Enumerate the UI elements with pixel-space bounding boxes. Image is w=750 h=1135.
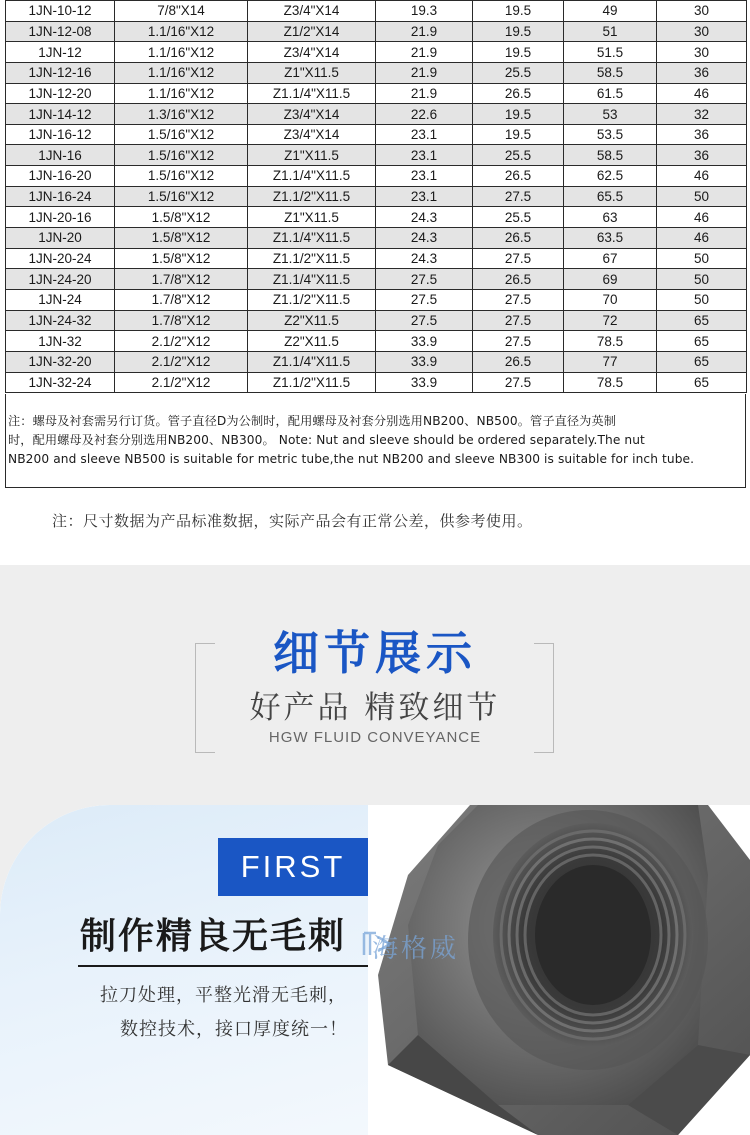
table-cell: 19.5 xyxy=(473,1,564,22)
table-cell: 27.5 xyxy=(473,289,564,310)
table-cell: 27.5 xyxy=(473,372,564,393)
table-cell: 1.5/16"X12 xyxy=(115,166,248,187)
table-cell: 36 xyxy=(657,145,747,166)
table-cell: Z1.1/2"X11.5 xyxy=(248,248,376,269)
table-cell: 19.5 xyxy=(473,104,564,125)
table-cell: 19.5 xyxy=(473,124,564,145)
table-cell: 1JN-12-08 xyxy=(6,21,115,42)
table-cell: 72 xyxy=(564,310,657,331)
table-cell: 50 xyxy=(657,248,747,269)
table-cell: 1JN-16-20 xyxy=(6,166,115,187)
table-cell: 1JN-32-24 xyxy=(6,372,115,393)
table-cell: 1JN-32 xyxy=(6,331,115,352)
table-cell: 1.1/16"X12 xyxy=(115,83,248,104)
table-cell: 49 xyxy=(564,1,657,22)
table-cell: 53.5 xyxy=(564,124,657,145)
table-cell: 1JN-20 xyxy=(6,228,115,249)
table-cell: 26.5 xyxy=(473,83,564,104)
table-cell: 24.3 xyxy=(376,248,473,269)
table-cell: 1.7/8"X12 xyxy=(115,310,248,331)
table-cell: 24.3 xyxy=(376,207,473,228)
table-cell: 27.5 xyxy=(376,310,473,331)
detail-section-english: HGW FLUID CONVEYANCE xyxy=(268,729,482,746)
table-cell: 36 xyxy=(657,62,747,83)
table-cell: 1.7/8"X12 xyxy=(115,269,248,290)
table-cell: Z1"X11.5 xyxy=(248,207,376,228)
first-badge: FIRST xyxy=(218,838,368,896)
table-cell: 7/8"X14 xyxy=(115,1,248,22)
table-cell: Z1.1/4"X11.5 xyxy=(248,228,376,249)
table-cell: 58.5 xyxy=(564,62,657,83)
table-cell: 50 xyxy=(657,269,747,290)
order-note-line-1: 注：螺母及衬套需另行订货。管子直径D为公制时，配用螺母及衬套分别选用NB200、NB500。管子直径为英制 xyxy=(8,414,617,428)
table-cell: 1.5/16"X12 xyxy=(115,186,248,207)
table-cell: Z1/2"X14 xyxy=(248,21,376,42)
table-cell: 61.5 xyxy=(564,83,657,104)
spec-table xyxy=(5,0,747,393)
table-cell: 65.5 xyxy=(564,186,657,207)
table-cell: 51.5 xyxy=(564,42,657,63)
table-row xyxy=(6,248,747,269)
table-cell: 1JN-12 xyxy=(6,42,115,63)
table-cell: 1.5/8"X12 xyxy=(115,228,248,249)
table-cell: 46 xyxy=(657,207,747,228)
table-cell: 33.9 xyxy=(376,351,473,372)
table-cell: 67 xyxy=(564,248,657,269)
table-cell: 62.5 xyxy=(564,166,657,187)
table-cell: 21.9 xyxy=(376,21,473,42)
table-cell: 50 xyxy=(657,289,747,310)
table-row xyxy=(6,207,747,228)
table-cell: 65 xyxy=(657,331,747,352)
table-cell: 26.5 xyxy=(473,166,564,187)
order-note-box xyxy=(5,394,746,488)
table-cell: 19.5 xyxy=(473,42,564,63)
table-cell: 1JN-20-24 xyxy=(6,248,115,269)
table-cell: 25.5 xyxy=(473,145,564,166)
table-cell: 1JN-14-12 xyxy=(6,104,115,125)
table-cell: 51 xyxy=(564,21,657,42)
table-cell: 1JN-24-20 xyxy=(6,269,115,290)
table-cell: Z1.1/2"X11.5 xyxy=(248,186,376,207)
table-cell: 70 xyxy=(564,289,657,310)
table-cell: 46 xyxy=(657,83,747,104)
table-cell: Z3/4"X14 xyxy=(248,1,376,22)
table-cell: 27.5 xyxy=(473,186,564,207)
table-row xyxy=(6,289,747,310)
table-cell: 2.1/2"X12 xyxy=(115,372,248,393)
table-row xyxy=(6,104,747,125)
table-cell: 25.5 xyxy=(473,207,564,228)
table-cell: 1.1/16"X12 xyxy=(115,42,248,63)
table-row xyxy=(6,186,747,207)
feature-headline: 制作精良无毛刺 xyxy=(80,916,347,957)
table-cell: Z3/4"X14 xyxy=(248,104,376,125)
table-cell: Z1.1/2"X11.5 xyxy=(248,372,376,393)
table-row xyxy=(6,145,747,166)
table-cell: 1.3/16"X12 xyxy=(115,104,248,125)
detail-section-subtitle: 好产品 精致细节 xyxy=(249,690,501,726)
table-cell: 1.5/16"X12 xyxy=(115,124,248,145)
table-cell: 53 xyxy=(564,104,657,125)
table-cell: 1JN-24-32 xyxy=(6,310,115,331)
table-cell: 36 xyxy=(657,124,747,145)
table-cell: 19.3 xyxy=(376,1,473,22)
feature-desc-line-2: 数控技术，接口厚度统一！ xyxy=(120,1019,348,1040)
table-cell: 78.5 xyxy=(564,372,657,393)
order-note-line-2: 时，配用螺母及衬套分别选用NB200、NB300。 Note: Nut and sleeve should be ordered separately.The nut xyxy=(8,433,645,447)
table-cell: Z1.1/2"X11.5 xyxy=(248,289,376,310)
table-cell: Z1.1/4"X11.5 xyxy=(248,269,376,290)
table-cell: 25.5 xyxy=(473,62,564,83)
table-cell: 30 xyxy=(657,1,747,22)
table-cell: 21.9 xyxy=(376,62,473,83)
table-cell: 23.1 xyxy=(376,124,473,145)
table-cell: 1.5/8"X12 xyxy=(115,248,248,269)
hex-nut-image xyxy=(378,805,750,1135)
table-cell: 69 xyxy=(564,269,657,290)
table-cell: 77 xyxy=(564,351,657,372)
table-cell: 27.5 xyxy=(473,331,564,352)
table-cell: 1JN-20-16 xyxy=(6,207,115,228)
table-row xyxy=(6,331,747,352)
table-cell: 65 xyxy=(657,310,747,331)
table-row xyxy=(6,42,747,63)
table-cell: 2.1/2"X12 xyxy=(115,331,248,352)
table-row xyxy=(6,351,747,372)
detail-section-title: 细节展示 xyxy=(273,626,477,680)
table-row xyxy=(6,269,747,290)
table-row xyxy=(6,166,747,187)
table-cell: 30 xyxy=(657,21,747,42)
order-note-line-3: NB200 and sleeve NB500 is suitable for metric tube,the nut NB200 and sleeve NB300 is suitable for inch tube. xyxy=(8,452,695,466)
table-cell: 1JN-12-16 xyxy=(6,62,115,83)
table-cell: Z1"X11.5 xyxy=(248,145,376,166)
table-cell: 33.9 xyxy=(376,331,473,352)
table-cell: 63 xyxy=(564,207,657,228)
table-cell: 58.5 xyxy=(564,145,657,166)
table-cell: 19.5 xyxy=(473,21,564,42)
table-cell: 24.3 xyxy=(376,228,473,249)
table-cell: Z3/4"X14 xyxy=(248,42,376,63)
table-cell: 27.5 xyxy=(376,269,473,290)
table-cell: 1JN-16 xyxy=(6,145,115,166)
table-cell: 1JN-32-20 xyxy=(6,351,115,372)
brand-watermark: 海格威 xyxy=(372,934,460,964)
table-cell: 1JN-16-12 xyxy=(6,124,115,145)
table-cell: 1JN-12-20 xyxy=(6,83,115,104)
table-cell: 30 xyxy=(657,42,747,63)
table-row xyxy=(6,372,747,393)
spec-table-container xyxy=(5,0,746,393)
table-row xyxy=(6,21,747,42)
table-cell: 1JN-24 xyxy=(6,289,115,310)
table-cell: 1.1/16"X12 xyxy=(115,62,248,83)
table-row xyxy=(6,124,747,145)
table-cell: 65 xyxy=(657,372,747,393)
tolerance-footnote: 注：尺寸数据为产品标准数据，实际产品会有正常公差，供参考使用。 xyxy=(52,512,533,530)
table-cell: 33.9 xyxy=(376,372,473,393)
table-cell: 27.5 xyxy=(473,248,564,269)
table-cell: 27.5 xyxy=(376,289,473,310)
table-cell: 63.5 xyxy=(564,228,657,249)
table-cell: 21.9 xyxy=(376,83,473,104)
table-row xyxy=(6,310,747,331)
table-cell: 26.5 xyxy=(473,351,564,372)
table-cell: 23.1 xyxy=(376,145,473,166)
spec-table-body xyxy=(6,1,747,393)
table-cell: 1.5/8"X12 xyxy=(115,207,248,228)
table-cell: 78.5 xyxy=(564,331,657,352)
table-cell: 65 xyxy=(657,351,747,372)
table-cell: Z2"X11.5 xyxy=(248,331,376,352)
feature-card xyxy=(0,805,750,1135)
table-cell: 46 xyxy=(657,228,747,249)
table-cell: Z1.1/4"X11.5 xyxy=(248,351,376,372)
table-row xyxy=(6,228,747,249)
table-row xyxy=(6,62,747,83)
table-cell: 1.1/16"X12 xyxy=(115,21,248,42)
table-cell: Z1"X11.5 xyxy=(248,62,376,83)
table-cell: 46 xyxy=(657,166,747,187)
table-cell: 32 xyxy=(657,104,747,125)
table-cell: 26.5 xyxy=(473,269,564,290)
feature-desc-line-1: 拉刀处理，平整光滑无毛刺， xyxy=(100,985,347,1006)
table-cell: Z1.1/4"X11.5 xyxy=(248,166,376,187)
detail-section xyxy=(0,565,750,1135)
table-cell: 2.1/2"X12 xyxy=(115,351,248,372)
table-cell: 27.5 xyxy=(473,310,564,331)
table-cell: 1.5/16"X12 xyxy=(115,145,248,166)
table-cell: 22.6 xyxy=(376,104,473,125)
table-cell: 23.1 xyxy=(376,166,473,187)
table-cell: Z3/4"X14 xyxy=(248,124,376,145)
table-cell: 21.9 xyxy=(376,42,473,63)
headline-underline xyxy=(78,965,368,967)
table-cell: 50 xyxy=(657,186,747,207)
table-cell: 1JN-10-12 xyxy=(6,1,115,22)
table-cell: 26.5 xyxy=(473,228,564,249)
table-cell: Z1.1/4"X11.5 xyxy=(248,83,376,104)
table-cell: 1JN-16-24 xyxy=(6,186,115,207)
table-row xyxy=(6,1,747,22)
table-cell: 23.1 xyxy=(376,186,473,207)
table-row xyxy=(6,83,747,104)
table-cell: 1.7/8"X12 xyxy=(115,289,248,310)
table-cell: Z2"X11.5 xyxy=(248,310,376,331)
